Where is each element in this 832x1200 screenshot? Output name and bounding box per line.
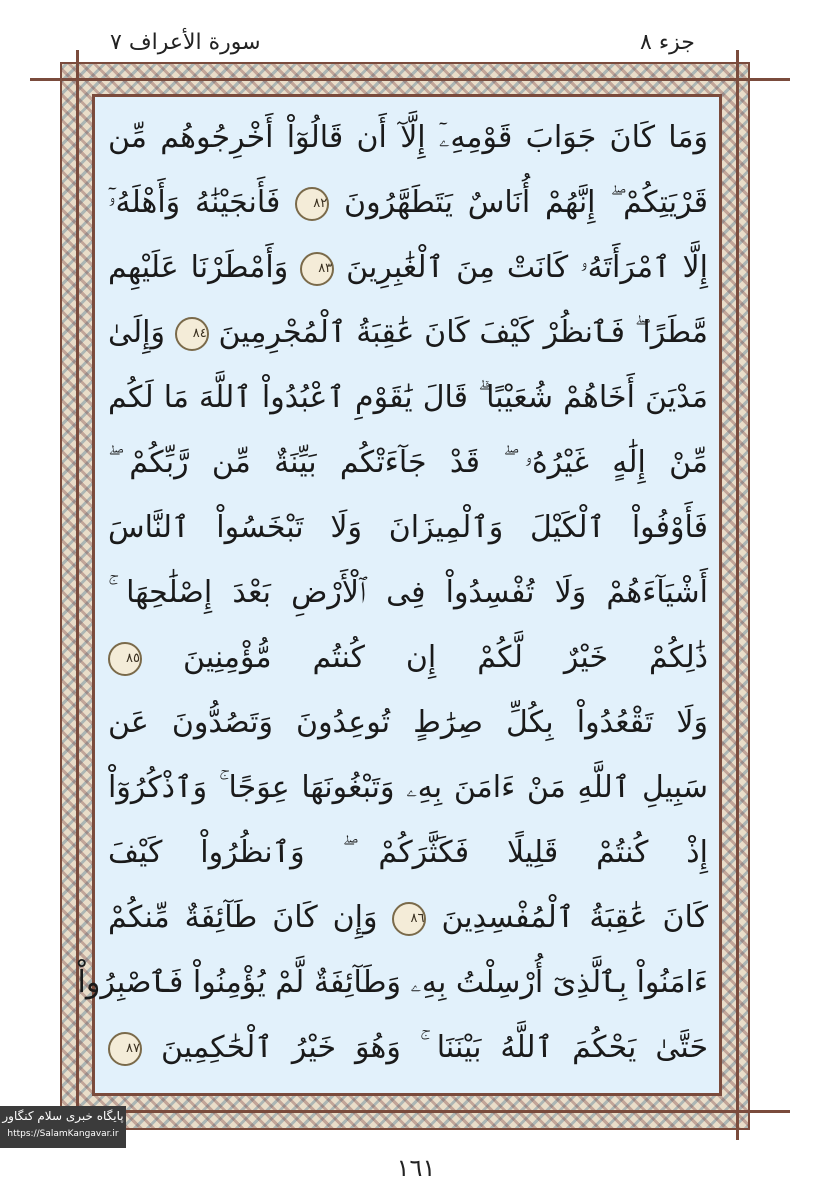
ayah-number-marker: ٨٢ — [295, 187, 329, 221]
verse-text: حَتَّىٰ يَحْكُمَ ٱللَّهُ بَيْنَنَا ۚ وَهُوَ خَيْرُ ٱلْحَٰكِمِينَ — [161, 1030, 708, 1065]
border-rule-bottom — [30, 1110, 790, 1113]
verse-line — [77, 953, 708, 1013]
ayah-number-marker: ٨٦ — [392, 902, 426, 936]
verse-text: قَرْيَتِكُمْ ۖ إِنَّهُمْ أُنَاسٌ يَتَطَهَّرُونَ — [344, 185, 708, 220]
verse-text: سَبِيلِ ٱللَّهِ مَنْ ءَامَنَ بِهِۦ وَتَبْغُونَهَا عِوَجًا ۚ وَٱذْكُرُوٓاْ — [108, 770, 708, 805]
verse-text: مَّطَرًا ۖ فَٱنظُرْ كَيْفَ كَانَ عَٰقِبَةُ ٱلْمُجْرِمِينَ — [218, 315, 708, 350]
ayah-number-marker: ٨٧ — [108, 1032, 142, 1066]
verse-line — [108, 303, 708, 363]
verse-line — [108, 433, 708, 493]
page-number: ١٦١ — [396, 1154, 436, 1182]
verse-text: إِذْ كُنتُمْ قَلِيلًا فَكَثَّرَكُمْ ۖ وَٱنظُرُواْ كَيْفَ — [108, 835, 708, 870]
verse-text: مَدْيَنَ أَخَاهُمْ شُعَيْبًا ۗ قَالَ يَٰقَوْمِ ٱعْبُدُواْ ٱللَّهَ مَا لَكُم — [108, 380, 708, 415]
watermark — [0, 1106, 126, 1148]
verse-line — [108, 758, 708, 818]
verse-line — [108, 498, 708, 558]
verse-text: وَلَا تَقْعُدُواْ بِكُلِّ صِرَٰطٍ تُوعِدُونَ وَتَصُدُّونَ عَن — [108, 705, 708, 740]
verse-line — [108, 823, 708, 883]
verse-text: كَانَ عَٰقِبَةُ ٱلْمُفْسِدِينَ — [441, 900, 708, 935]
ayah-number-marker: ٨٥ — [108, 642, 142, 676]
verse-text-continued: فَأَنجَيْنَٰهُ وَأَهْلَهُۥٓ — [108, 185, 281, 220]
border-rule-right — [736, 50, 739, 1140]
ayah-number-marker: ٨٤ — [175, 317, 209, 351]
verse-text: فَأَوْفُواْ ٱلْكَيْلَ وَٱلْمِيزَانَ وَلَا تَبْخَسُواْ ٱلنَّاسَ — [108, 510, 708, 545]
verse-text: ءَامَنُواْ بِٱلَّذِىٓ أُرْسِلْتُ بِهِۦ وَطَآئِفَةٌ لَّمْ يُؤْمِنُواْ فَٱصْبِرُواْ — [77, 965, 708, 1000]
verse-text-continued: وَإِن كَانَ طَآئِفَةٌ مِّنكُمْ — [108, 900, 378, 935]
verse-line — [108, 368, 708, 428]
border-rule-top — [30, 78, 790, 81]
watermark-url: https://SalamKangavar.ir — [7, 1129, 119, 1139]
page-header — [0, 30, 832, 62]
verse-line — [108, 888, 708, 948]
verse-line — [108, 693, 708, 753]
verse-line — [108, 108, 708, 168]
verse-line — [108, 173, 708, 233]
verse-line — [108, 238, 708, 298]
verse-line — [108, 563, 708, 623]
verse-text-continued: وَإِلَىٰ — [108, 315, 165, 350]
verse-text: إِلَّا ٱمْرَأَتَهُۥ كَانَتْ مِنَ ٱلْغَٰبِرِينَ — [346, 250, 708, 285]
verse-text-continued: وَأَمْطَرْنَا عَلَيْهِم — [108, 250, 289, 285]
ayah-number-marker: ٨٣ — [300, 252, 334, 286]
verse-text: ذَٰلِكُمْ خَيْرٌ لَّكُمْ إِن كُنتُم مُّؤْمِنِينَ — [182, 640, 708, 675]
watermark-title: پایگاه خبری سلام کنگاور — [2, 1109, 124, 1123]
verse-text: وَمَا كَانَ جَوَابَ قَوْمِهِۦٓ إِلَّآ أَن قَالُوٓاْ أَخْرِجُوهُم مِّن — [108, 120, 708, 155]
verse-text: مِّنْ إِلَٰهٍ غَيْرُهُۥ ۖ قَدْ جَآءَتْكُم بَيِّنَةٌ مِّن رَّبِّكُمْ ۖ — [108, 445, 708, 480]
verse-line — [108, 1018, 708, 1078]
juz-label: جزء ٨ — [640, 30, 695, 55]
verse-line — [108, 628, 708, 688]
verse-text: أَشْيَآءَهُمْ وَلَا تُفْسِدُواْ فِى ٱلْأَرْضِ بَعْدَ إِصْلَٰحِهَا ۚ — [108, 575, 708, 610]
surah-label: سورة الأعراف ٧ — [110, 30, 261, 55]
